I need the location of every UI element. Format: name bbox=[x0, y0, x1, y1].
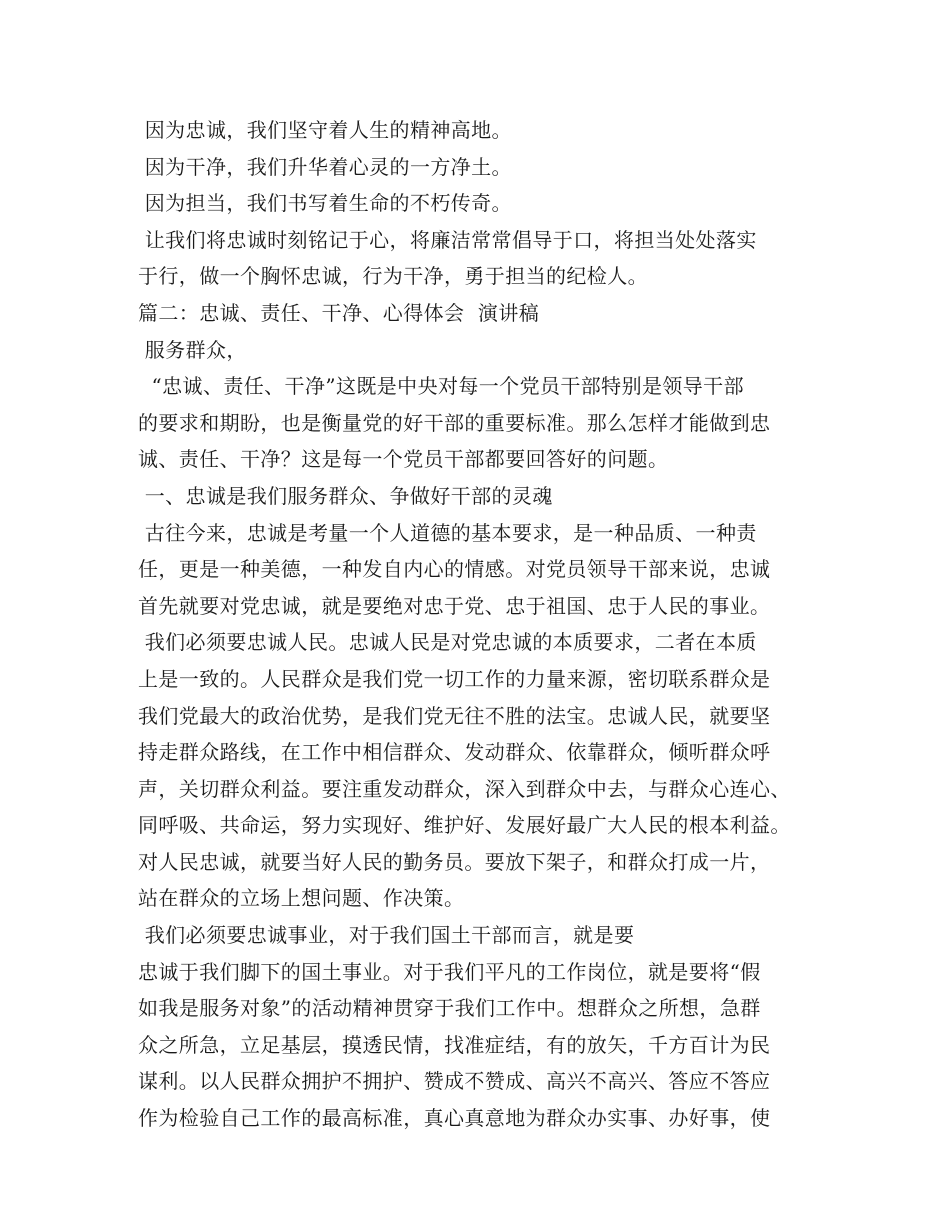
text-line: 众之所急，立足基层，摸透民情，找准症结，有的放矢，千方百计为民 bbox=[138, 1032, 771, 1057]
section-heading: 篇二：忠诚、责任、干净、心得体会 演讲稿 bbox=[138, 300, 540, 325]
text-line: 如我是服务对象”的活动精神贯穿于我们工作中。想群众之所想，急群 bbox=[138, 996, 761, 1021]
text-line: 首先就要对党忠诚，就是要绝对忠于党、忠于祖国、忠于人民的事业。 bbox=[138, 593, 771, 618]
text-line: 古往今来，忠诚是考量一个人道德的基本要求，是一种品质、一种责 bbox=[138, 520, 757, 545]
text-line: 诚、责任、干净？这是每一个党员干部都要回答好的问题。 bbox=[138, 447, 669, 472]
text-line: 的要求和期盼，也是衡量党的好干部的重要标准。那么怎样才能做到忠 bbox=[138, 410, 771, 435]
text-line: 于行，做一个胸怀忠诚，行为干净，勇于担当的纪检人。 bbox=[138, 264, 648, 289]
text-line: 因为担当，我们书写着生命的不朽传奇。 bbox=[138, 191, 512, 216]
text-line: “忠诚、责任、干净”这既是中央对每一个党员干部特别是领导干部 bbox=[138, 374, 744, 399]
text-line: 我们必须要忠诚人民。忠诚人民是对党忠诚的本质要求，二者在本质 bbox=[138, 630, 757, 655]
body-text bbox=[138, 112, 828, 1137]
text-line: 上是一致的。人民群众是我们党一切工作的力量来源，密切联系群众是 bbox=[138, 666, 771, 691]
text-line: 对人民忠诚，就要当好人民的勤务员。要放下架子，和群众打成一片， bbox=[138, 849, 771, 874]
text-line: 站在群众的立场上想问题、作决策。 bbox=[138, 886, 465, 911]
text-line: 服务群众， bbox=[138, 337, 247, 362]
text-line: 因为忠诚，我们坚守着人生的精神高地。 bbox=[138, 118, 512, 142]
text-line: 同呼吸、共命运，努力实现好、维护好、发展好最广大人民的根本利益。 bbox=[138, 813, 791, 838]
text-line: 声，关切群众利益。要注重发动群众，深入到群众中去，与群众心连心、 bbox=[138, 776, 791, 801]
text-line: 持走群众路线，在工作中相信群众、发动群众、依靠群众，倾听群众呼 bbox=[138, 740, 771, 765]
text-line: 谋利。以人民群众拥护不拥护、赞成不赞成、高兴不高兴、答应不答应 bbox=[138, 1069, 771, 1094]
text-line: 因为干净，我们升华着心灵的一方净土。 bbox=[138, 154, 512, 179]
text-line: 作为检验自己工作的最高标准，真心真意地为群众办实事、办好事，使 bbox=[138, 1106, 771, 1131]
text-line: 忠诚于我们脚下的国土事业。对于我们平凡的工作岗位，就是要将“假 bbox=[138, 959, 761, 984]
subsection-heading: 一、忠诚是我们服务群众、争做好干部的灵魂 bbox=[138, 483, 553, 508]
text-line: 让我们将忠诚时刻铭记于心，将廉洁常常倡导于口，将担当处处落实 bbox=[138, 227, 757, 252]
text-line: 我们必须要忠诚事业，对于我们国土干部而言，就是要 bbox=[138, 923, 635, 948]
text-line: 任，更是一种美德，一种发自内心的情感。对党员领导干部来说，忠诚 bbox=[138, 557, 771, 582]
text-line: 我们党最大的政治优势，是我们党无往不胜的法宝。忠诚人民，就要坚 bbox=[138, 703, 771, 728]
